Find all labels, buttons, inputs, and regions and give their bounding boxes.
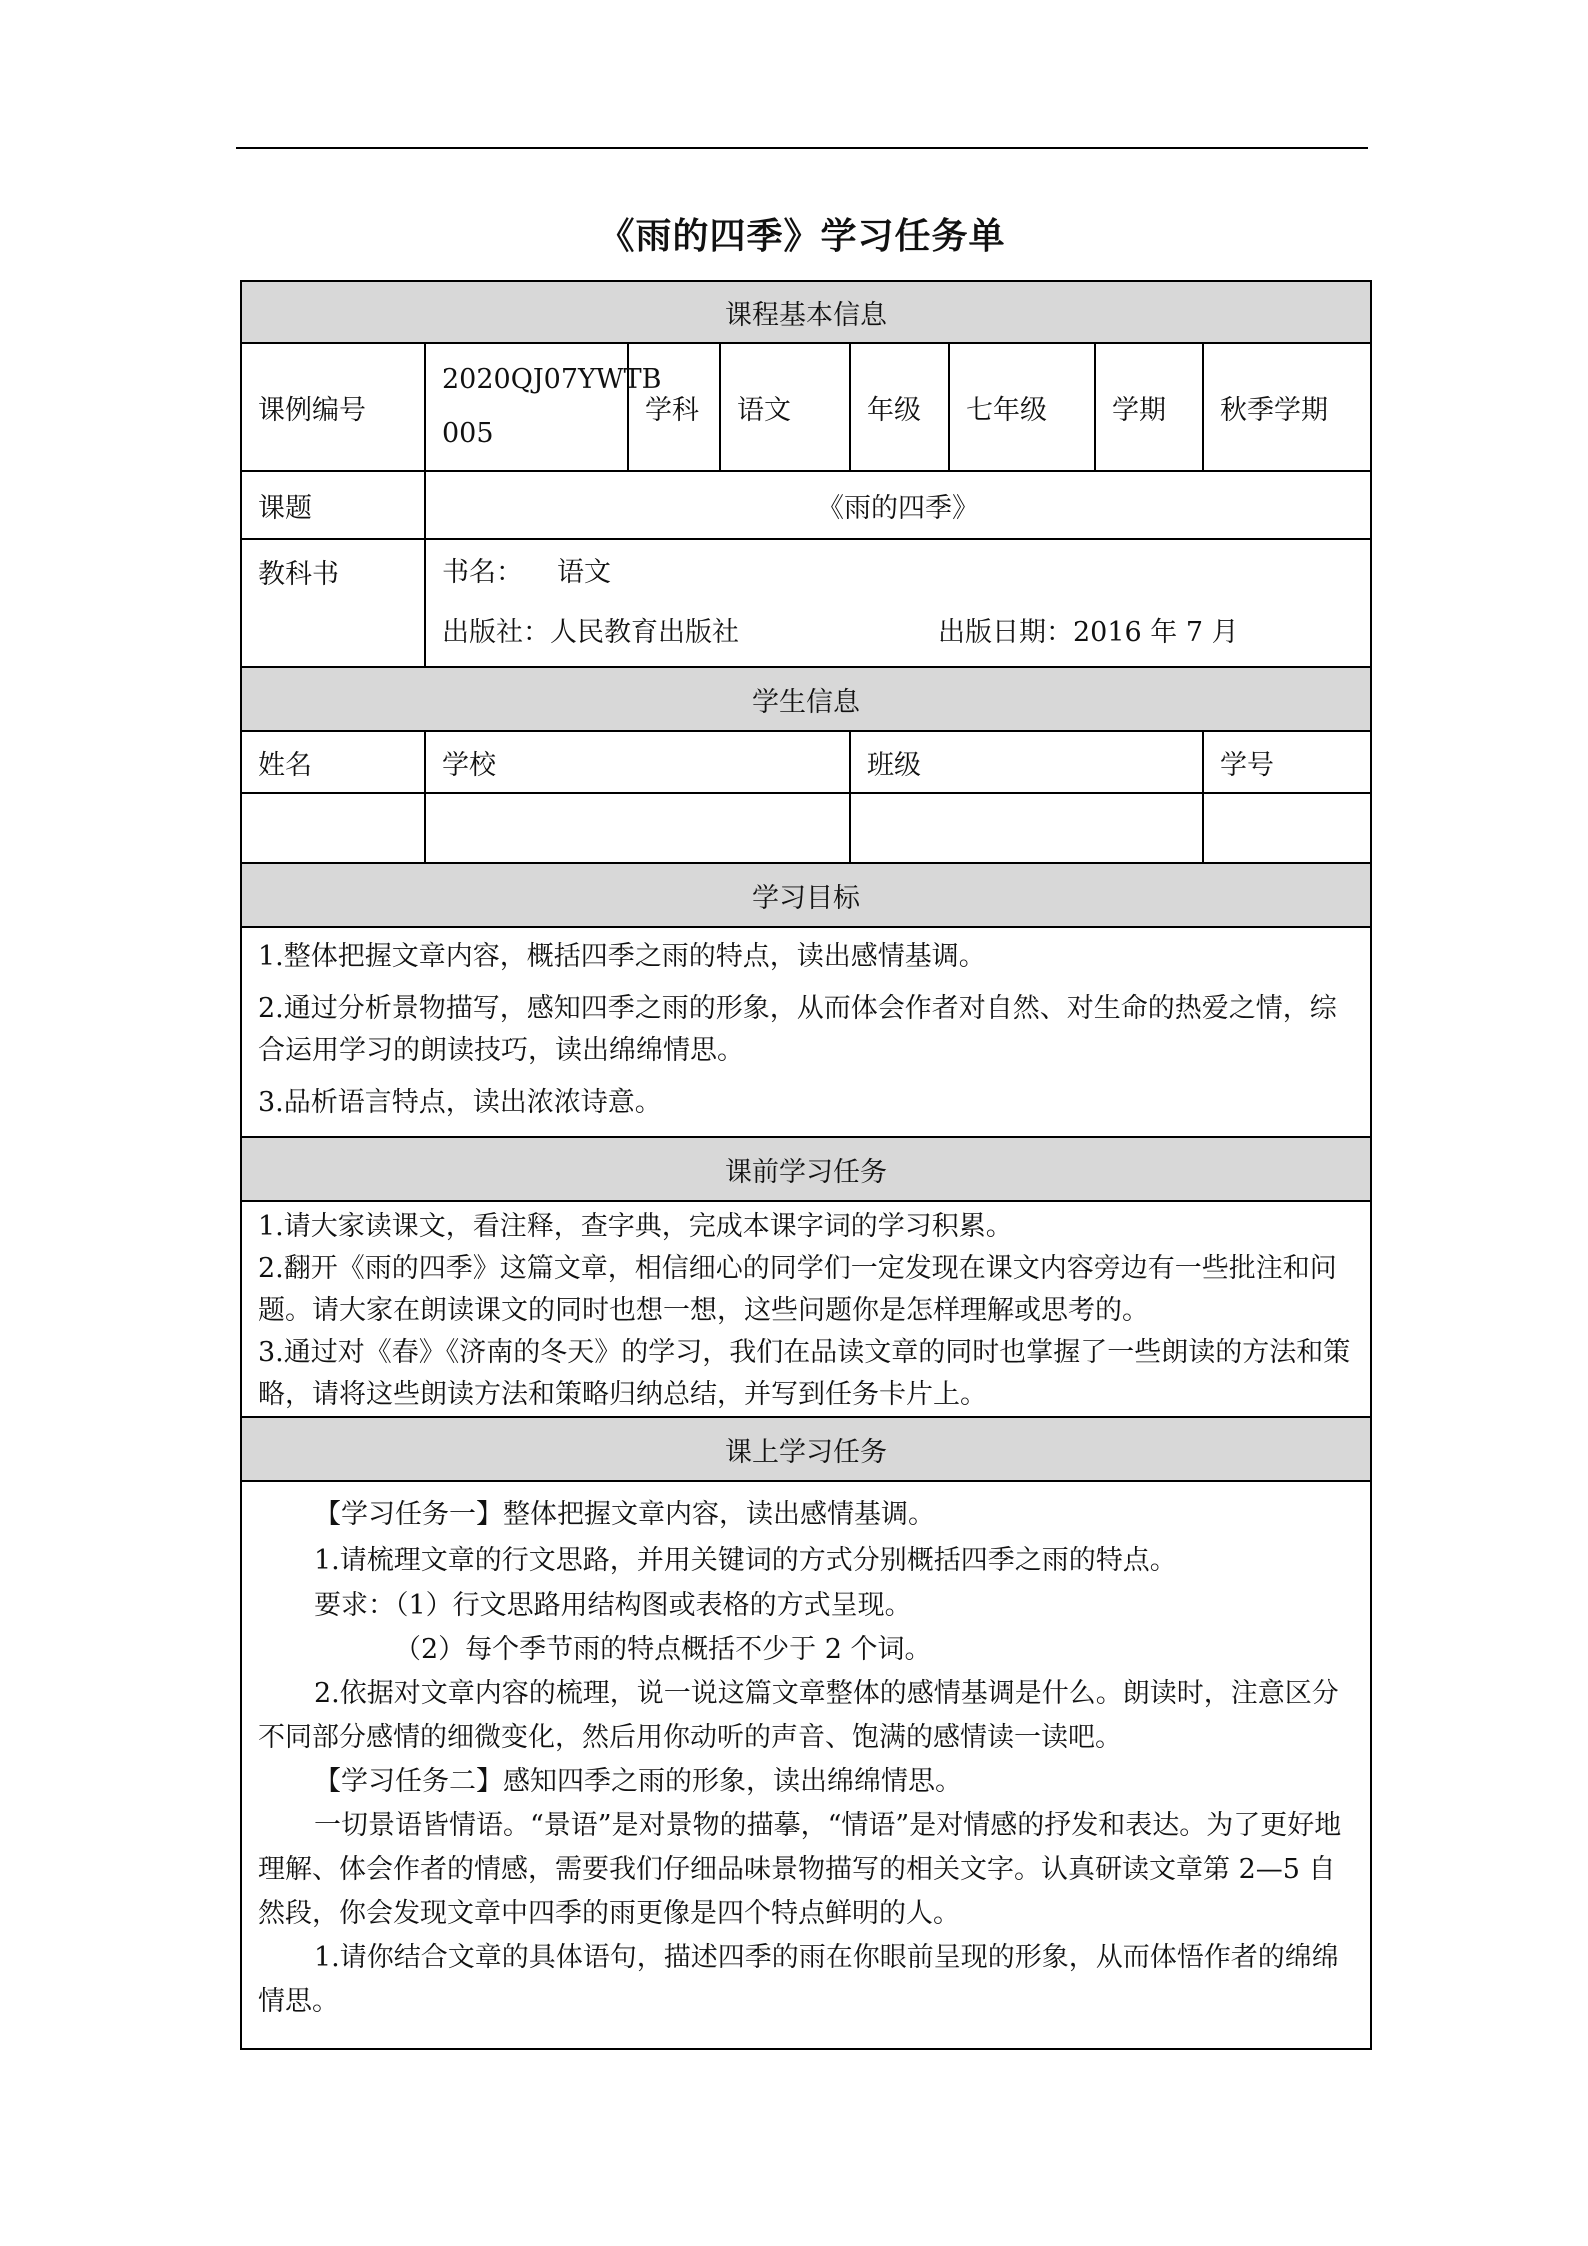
pre-class-item: 1.请大家读课文，看注释，查字典，完成本课字词的学习积累。 — [258, 1211, 1013, 1242]
book-name-value: 语文 — [557, 557, 611, 588]
student-school-label: 学校 — [425, 731, 850, 793]
term-value: 秋季学期 — [1203, 343, 1371, 471]
grade-value: 七年级 — [949, 343, 1095, 471]
pre-class-content — [241, 1201, 1371, 1417]
student-number-field[interactable] — [1203, 793, 1371, 863]
course-id-label: 课例编号 — [241, 343, 425, 471]
course-id-value-line2: 005 — [442, 418, 494, 449]
objective-item: 1.整体把握文章内容，概括四季之雨的特点，读出感情基调。 — [258, 941, 986, 972]
subject-label: 学科 — [628, 343, 720, 471]
book-name-label: 书名： — [442, 557, 523, 588]
task-sheet-table — [240, 280, 1372, 2050]
course-id-value-line1: 2020QJ07YWTB — [442, 364, 662, 395]
topic-value: 《雨的四季》 — [425, 471, 1371, 539]
student-info-header: 学生信息 — [241, 667, 1371, 731]
subject-value: 语文 — [720, 343, 850, 471]
objective-item: 3.品析语言特点，读出浓浓诗意。 — [258, 1087, 662, 1118]
objective-item: 2.通过分析景物描写，感知四季之雨的形象，从而体会作者对自然、对生命的热爱之情，综合运用学习的朗读技巧，读出绵绵情思。 — [258, 993, 1337, 1066]
term-label: 学期 — [1095, 343, 1203, 471]
document-title: 《雨的四季》学习任务单 — [598, 216, 1006, 257]
student-class-field[interactable] — [850, 793, 1203, 863]
task1-title: 【学习任务一】整体把握文章内容，读出感情基调。 — [314, 1499, 935, 1530]
pre-class-item: 3.通过对《春》《济南的冬天》的学习，我们在品读文章的同时也掌握了一些朗读的方法和策略，请将这些朗读方法和策略归纳总结，并写到任务卡片上。 — [258, 1337, 1351, 1410]
student-name-label: 姓名 — [241, 731, 425, 793]
topic-label: 课题 — [241, 471, 425, 539]
grade-label: 年级 — [850, 343, 949, 471]
task2-title: 【学习任务二】感知四季之雨的形象，读出绵绵情思。 — [314, 1766, 962, 1797]
textbook-label: 教科书 — [241, 539, 425, 667]
student-name-field[interactable] — [241, 793, 425, 863]
task1-requirement1: 要求：（1）行文思路用结构图或表格的方式呈现。 — [314, 1590, 912, 1621]
pre-class-header: 课前学习任务 — [241, 1137, 1371, 1201]
in-class-content — [241, 1481, 1371, 2049]
task2-question1: 1.请你结合文章的具体语句，描述四季的雨在你眼前呈现的形象，从而体悟作者的绵绵情思。 — [258, 1942, 1339, 2017]
pub-date-label: 出版日期： — [938, 617, 1073, 648]
pre-class-item: 2.翻开《雨的四季》这篇文章，相信细心的同学们一定发现在课文内容旁边有一些批注和问题。请大家在朗读课文的同时也想一想，这些问题你是怎样理解或思考的。 — [258, 1253, 1337, 1326]
student-class-label: 班级 — [850, 731, 1203, 793]
course-info-header: 课程基本信息 — [241, 281, 1371, 343]
publisher-value: 人民教育出版社 — [550, 617, 739, 648]
pub-date-value: 2016 年 7 月 — [1073, 617, 1239, 648]
objectives-content — [241, 927, 1371, 1137]
student-school-field[interactable] — [425, 793, 850, 863]
objectives-header: 学习目标 — [241, 863, 1371, 927]
textbook-details — [425, 539, 1371, 667]
task2-intro: 一切景语皆情语。“景语”是对景物的描摹，“情语”是对情感的抒发和表达。为了更好地理解、体会作者的情感，需要我们仔细品味景物描写的相关文字。认真研读文章第 2—5 自然段，你会发现文章中四季的雨更像是四个特点鲜明的人。 — [258, 1810, 1342, 1929]
header-rule — [236, 147, 1368, 149]
in-class-header: 课上学习任务 — [241, 1417, 1371, 1481]
task1-question2: 2.依据对文章内容的梳理，说一说这篇文章整体的感情基调是什么。朗读时，注意区分不同部分感情的细微变化，然后用你动听的声音、饱满的感情读一读吧。 — [258, 1678, 1339, 1753]
course-id-value — [425, 343, 662, 471]
publisher-label: 出版社： — [442, 617, 550, 648]
task1-requirement2: （2）每个季节雨的特点概括不少于 2 个词。 — [394, 1634, 932, 1665]
student-number-label: 学号 — [1203, 731, 1371, 793]
task1-question1: 1.请梳理文章的行文思路，并用关键词的方式分别概括四季之雨的特点。 — [314, 1545, 1177, 1576]
